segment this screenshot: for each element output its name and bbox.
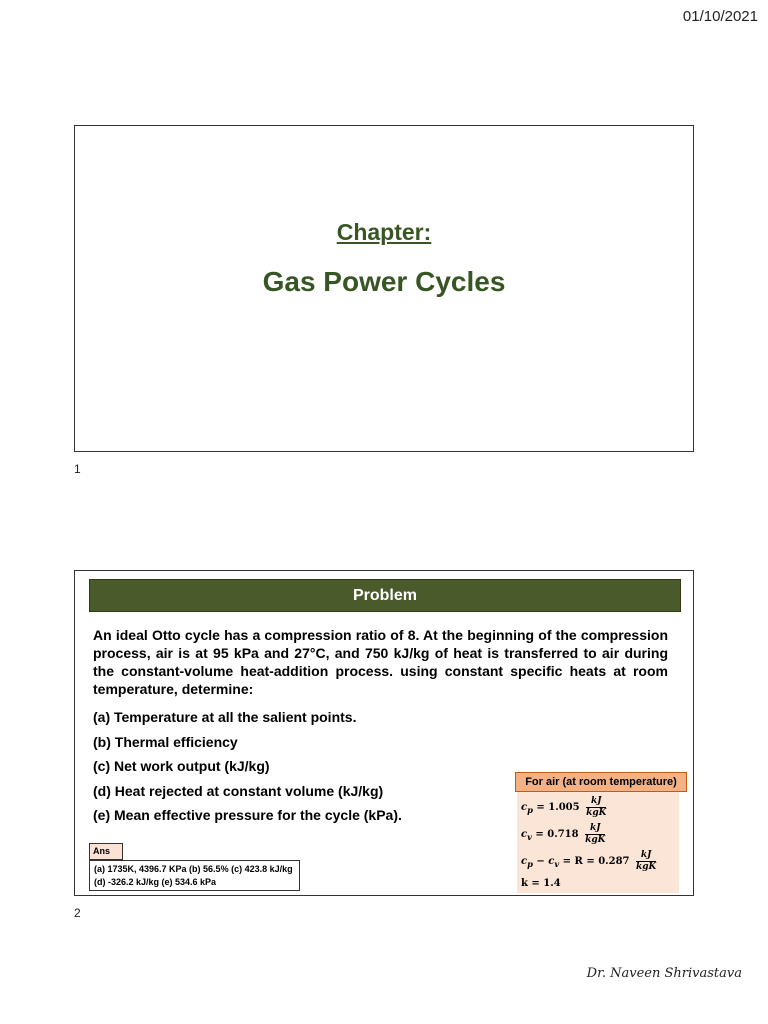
- air-properties-label: For air (at room temperature): [515, 772, 687, 792]
- author-signature: Dr. Naveen Shrivastava: [586, 966, 742, 981]
- question-list: [93, 705, 402, 828]
- gas-constant-equation: $c_p - c_v = R = 0.287$ $\frac{kJ}{\text{kgK}}$: [521, 850, 657, 872]
- question-item-b: (b) Thermal efficiency: [93, 733, 238, 750]
- document-date: 01/10/2021: [682, 8, 758, 25]
- problem-heading: Problem: [89, 579, 681, 612]
- slide-2: [74, 570, 694, 896]
- k-equation: k = 1.4: [521, 878, 561, 889]
- air-properties-box: [517, 792, 679, 893]
- answer-label: Ans: [89, 843, 123, 860]
- question-item-c: (c) Net work output (kJ/kg): [93, 758, 270, 774]
- chapter-title: Gas Power Cycles: [262, 266, 506, 297]
- slide-1-page-number: 1: [74, 462, 81, 476]
- slide-2-page-number: 2: [74, 906, 81, 920]
- problem-statement: An ideal Otto cycle has a compression ratio of 8. At the beginning of the compression process, air is at 95 kPa and 27°C, and 750 kJ/kg of heat is transferred to air during the constant-volume heat-addition process. using constant specific heats at room temperature, determine:: [93, 627, 668, 697]
- question-item-e: (e) Mean effective pressure for the cycle (kPa).: [93, 807, 402, 823]
- cp-equation: $c_p = 1.005$ $\frac{kJ}{\text{kgK}}$: [521, 796, 607, 818]
- chapter-label: Chapter:: [336, 219, 432, 245]
- question-item-a: (a) Temperature at all the salient points.: [93, 709, 357, 725]
- cv-equation: $c_v = 0.718$ $\frac{kJ}{\text{kgK}}$: [521, 823, 606, 845]
- answer-text: (a) 1735K, 4396.7 KPa (b) 56.5% (c) 423.8 kJ/kg (d) -326.2 kJ/kg (e) 534.6 kPa: [89, 860, 300, 891]
- question-item-d: (d) Heat rejected at constant volume (kJ/kg): [93, 782, 384, 799]
- slide-1: [74, 125, 694, 452]
